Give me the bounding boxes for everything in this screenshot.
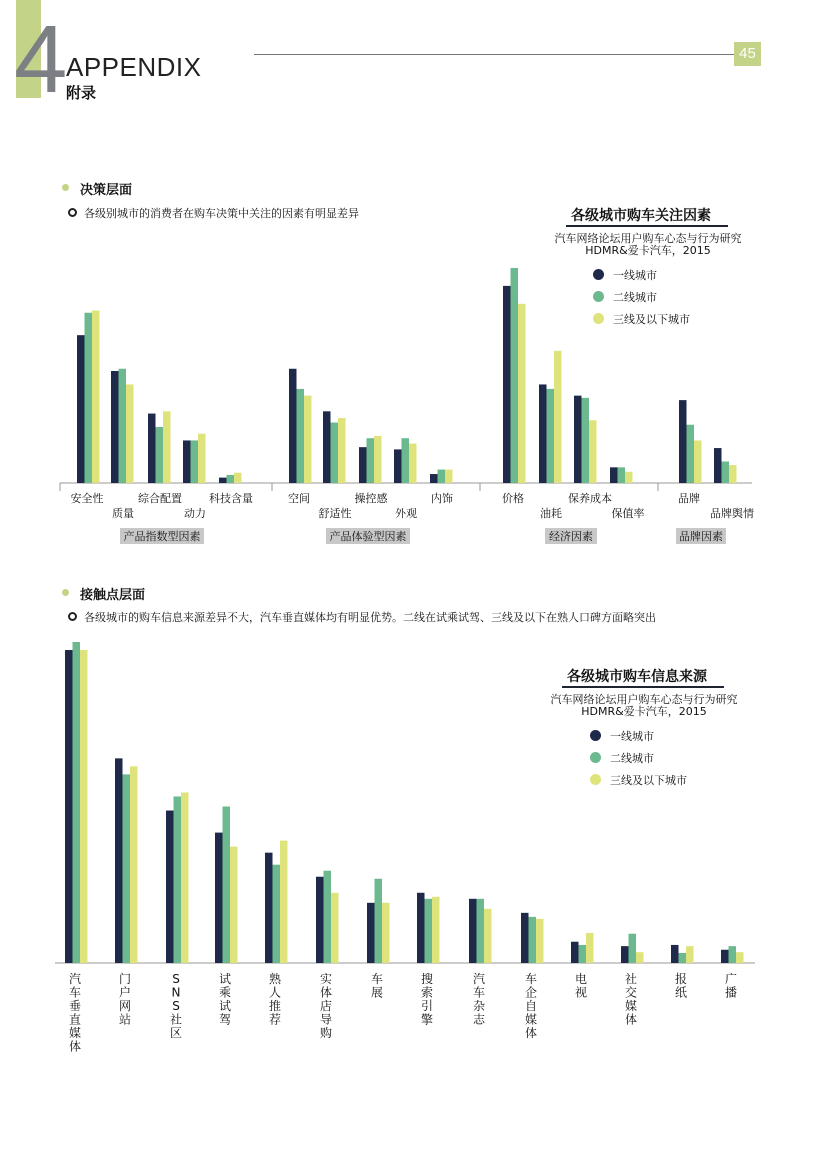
chart1-category-label: 综合配置 xyxy=(138,492,182,505)
chart2-bar-一线城市-搜索引擎 xyxy=(417,893,425,963)
chart1-category-label: 安全性 xyxy=(70,492,104,505)
chart2-category-label: 电视 xyxy=(574,972,588,1000)
chart1-group-label: 品牌因素 xyxy=(679,530,723,543)
chart1-category-label: 外观 xyxy=(395,507,417,520)
chart2-title: 各级城市购车信息来源 xyxy=(567,669,707,685)
chart2-bar-一线城市-熟人推荐 xyxy=(265,853,273,963)
chart2-bar-三线及以下城市-实体店导购 xyxy=(331,893,339,963)
chart1-title: 各级城市购车关注因素 xyxy=(571,208,711,224)
section1-title: 决策层面 xyxy=(80,183,133,198)
chart2-bar-一线城市-汽车垂直媒体 xyxy=(65,650,73,963)
chart1-category-label: 品牌舆情 xyxy=(710,507,754,520)
chart2-bar-二线城市-车展 xyxy=(375,879,383,963)
chapter-title: APPENDIX xyxy=(66,52,202,82)
chart1-group-label: 产品指数型因素 xyxy=(123,530,201,543)
chart2-bar-三线及以下城市-门户网站 xyxy=(130,766,138,963)
chart2-bar-三线及以下城市-汽车杂志 xyxy=(484,909,492,963)
chart1-legend-tier3: 三线及以下城市 xyxy=(613,313,690,326)
chart2-bar-一线城市-SNS社区 xyxy=(166,811,174,963)
chapter-number: 4 xyxy=(14,6,68,113)
chart2-bar-三线及以下城市-社交媒体 xyxy=(636,952,644,963)
chart2-bar-二线城市-车企自媒体 xyxy=(529,917,537,963)
section1-description: 各级别城市的消费者在购车决策中关注的因素有明显差异 xyxy=(84,207,359,220)
section2-title: 接触点层面 xyxy=(80,588,146,603)
chart2-bar-三线及以下城市-电视 xyxy=(586,933,594,963)
chart1-category-label: 保养成本 xyxy=(568,492,612,505)
chart1-category-label: 空间 xyxy=(288,492,310,505)
chart2-legend-tier1: 一线城市 xyxy=(610,730,654,743)
page-number: 45 xyxy=(734,42,761,66)
chart2-bar-三线及以下城市-报纸 xyxy=(686,946,694,963)
chart2-bar-一线城市-车展 xyxy=(367,903,375,963)
chart2-bar-三线及以下城市-汽车垂直媒体 xyxy=(80,650,88,963)
chart2-bar-一线城市-实体店导购 xyxy=(316,877,324,963)
chart2-bar-一线城市-试乘试驾 xyxy=(215,833,223,963)
chart2-bar-一线城市-车企自媒体 xyxy=(521,913,529,963)
chart2-legend-tier3: 三线及以下城市 xyxy=(610,774,687,787)
chart2-category-label: S N S 社区 xyxy=(169,972,183,1040)
chart2-category-label: 熟人推荐 xyxy=(268,972,282,1027)
chart2-bar-三线及以下城市-搜索引擎 xyxy=(432,897,440,963)
section2-description: 各级城市的购车信息来源差异不大，汽车垂直媒体均有明显优势。二线在试乘试驾、三线及以下在熟人口碑方面略突出 xyxy=(84,611,656,624)
chart2-category-label: 社交媒体 xyxy=(624,972,638,1027)
chart2-bar-二线城市-门户网站 xyxy=(123,774,131,963)
chart2-bar-三线及以下城市-SNS社区 xyxy=(181,792,189,963)
chart2-bar-二线城市-社交媒体 xyxy=(629,934,637,963)
chart2-bar-三线及以下城市-试乘试驾 xyxy=(230,847,238,963)
chart2-bar-一线城市-广播 xyxy=(721,950,729,963)
chart1-category-label: 科技含量 xyxy=(209,492,253,505)
chart2-bar-二线城市-广播 xyxy=(729,946,737,963)
chart2-category-label: 汽车杂志 xyxy=(472,972,486,1027)
chart1-legend-tier2: 二线城市 xyxy=(613,291,657,304)
chart2-bar-二线城市-汽车垂直媒体 xyxy=(73,642,81,963)
chart2-bar-二线城市-实体店导购 xyxy=(324,871,332,963)
chart2-bar-三线及以下城市-熟人推荐 xyxy=(280,841,288,963)
chart2-legend-tier2: 二线城市 xyxy=(610,752,654,765)
chart1-category-label: 舒适性 xyxy=(318,507,352,520)
chart2-category-label: 车展 xyxy=(370,972,384,1000)
chart2-bar-一线城市-门户网站 xyxy=(115,758,123,963)
chart1-group-label: 经济因素 xyxy=(549,530,593,543)
chart1-category-label: 油耗 xyxy=(540,507,562,520)
chart2-bar-三线及以下城市-车展 xyxy=(382,903,390,963)
chart2-bar-二线城市-SNS社区 xyxy=(174,796,182,963)
chart1-source-line2: HDMR&爱卡汽车，2015 xyxy=(585,244,711,257)
chart2-category-label: 广播 xyxy=(724,972,738,1000)
chart2-category-label: 实体店导购 xyxy=(319,972,333,1040)
chart2-bar-二线城市-搜索引擎 xyxy=(425,899,433,963)
chart2-source-line2: HDMR&爱卡汽车，2015 xyxy=(581,705,707,718)
chart2-category-label: 报纸 xyxy=(674,972,688,1000)
chart2-bar-一线城市-报纸 xyxy=(671,945,679,963)
chart2-bar-一线城市-社交媒体 xyxy=(621,946,629,963)
chart2-category-label: 试乘试驾 xyxy=(218,972,232,1027)
chart1-category-label: 操控感 xyxy=(354,492,388,505)
chart2-category-label: 车企自媒体 xyxy=(524,972,538,1040)
chart2-bar-一线城市-电视 xyxy=(571,942,579,963)
chart2-bar-一线城市-汽车杂志 xyxy=(469,899,477,963)
chart1-category-label: 价格 xyxy=(502,492,524,505)
chart1-source-line1: 汽车网络论坛用户购车心态与行为研究 xyxy=(554,232,742,245)
chart2-bar-二线城市-熟人推荐 xyxy=(273,865,281,963)
chart1-category-label: 质量 xyxy=(112,507,134,520)
chart2-bar-三线及以下城市-广播 xyxy=(736,952,744,963)
chart2-bar-二线城市-电视 xyxy=(579,945,587,963)
chart2-bar-三线及以下城市-车企自媒体 xyxy=(536,919,544,963)
chart1-category-label: 内饰 xyxy=(431,492,453,505)
chart2-bar-二线城市-试乘试驾 xyxy=(223,807,231,963)
chart2-bar-二线城市-汽车杂志 xyxy=(477,899,485,963)
chapter-subtitle: 附录 xyxy=(66,84,97,102)
chart1-category-label: 动力 xyxy=(184,507,206,520)
chart1-category-label: 保值率 xyxy=(611,507,645,520)
chart1-category-label: 品牌 xyxy=(678,492,700,505)
chart1-group-label: 产品体验型因素 xyxy=(329,530,407,543)
chart2-category-label: 搜索引擎 xyxy=(420,972,434,1027)
chart2-category-label: 汽车垂直媒体 xyxy=(68,972,82,1054)
chart1-legend-tier1: 一线城市 xyxy=(613,269,657,282)
chart2-category-label: 门户网站 xyxy=(118,972,132,1027)
chart2-bar-二线城市-报纸 xyxy=(679,953,687,963)
chart2-source-line1: 汽车网络论坛用户购车心态与行为研究 xyxy=(550,693,738,706)
